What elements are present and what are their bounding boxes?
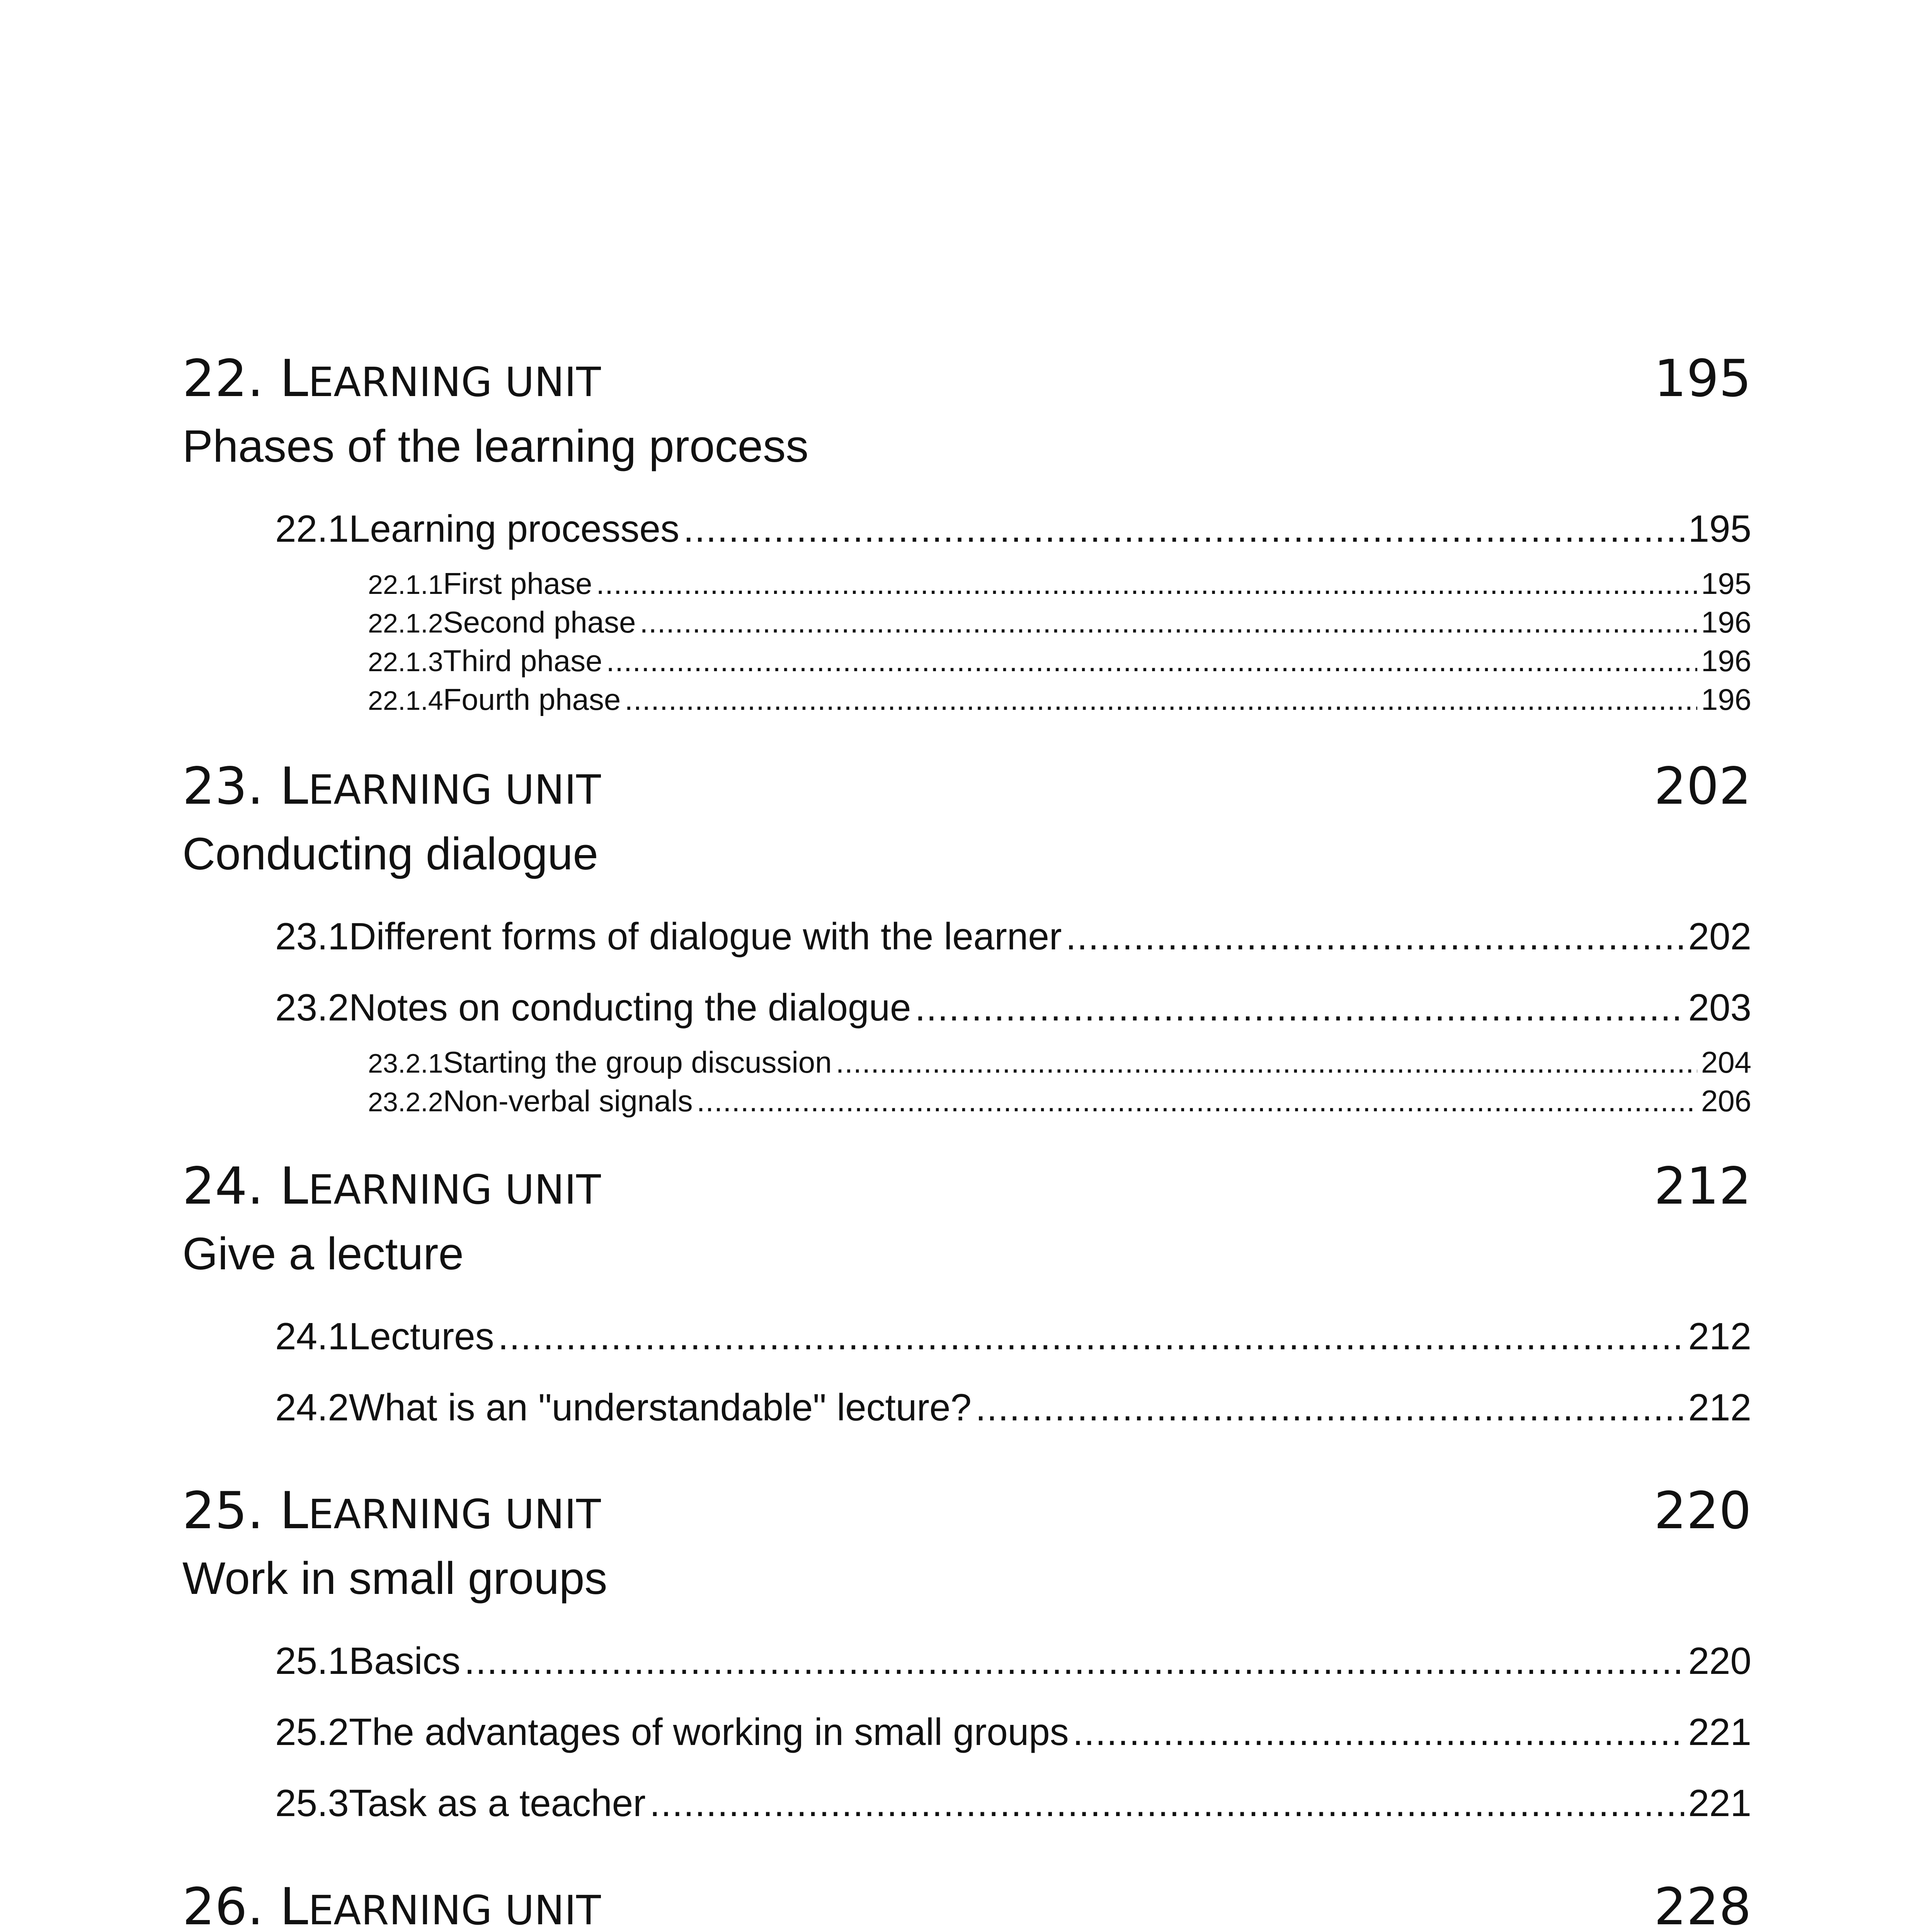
unit-number: 25. bbox=[182, 1481, 264, 1541]
entry-number: 22.1.3 bbox=[368, 647, 443, 677]
dot-leader bbox=[606, 641, 1697, 680]
unit-title: Phases of the learning process bbox=[182, 421, 809, 472]
unit-heading[interactable] bbox=[182, 340, 1751, 417]
unit-number: 22. bbox=[182, 349, 264, 408]
entry-number: 22.1.1 bbox=[368, 570, 443, 600]
entry-page-number: 196 bbox=[1701, 682, 1751, 716]
entry-page-number: 196 bbox=[1701, 605, 1751, 639]
unit-title: Give a lecture bbox=[182, 1228, 464, 1279]
entry-label: First phase bbox=[443, 566, 592, 600]
entry-label: Learning processes bbox=[349, 507, 680, 550]
unit-heading-text: EARNING UNIT bbox=[308, 1887, 601, 1932]
unit-page-number: 228 bbox=[1654, 1877, 1751, 1932]
toc-subsection-entry[interactable] bbox=[368, 680, 1751, 719]
dot-leader bbox=[640, 603, 1697, 641]
entry-number: 25.2 bbox=[275, 1711, 349, 1753]
entry-page-number: 206 bbox=[1701, 1084, 1751, 1118]
entry-number: 23.2.1 bbox=[368, 1048, 443, 1078]
unit-page-number: 195 bbox=[1654, 349, 1751, 408]
entry-number: 23.2.2 bbox=[368, 1087, 443, 1117]
dot-leader bbox=[1073, 1696, 1685, 1767]
entry-number: 24.2 bbox=[275, 1386, 349, 1429]
entry-label: Third phase bbox=[443, 644, 602, 678]
toc-section-entry[interactable] bbox=[275, 1696, 1751, 1767]
entry-page-number: 195 bbox=[1701, 566, 1751, 600]
unit-heading[interactable] bbox=[182, 1148, 1751, 1225]
entry-number: 24.1 bbox=[275, 1315, 349, 1357]
entry-label: Starting the group discussion bbox=[443, 1045, 832, 1079]
toc-subsection-entry[interactable] bbox=[368, 1043, 1751, 1082]
toc-section-entry[interactable] bbox=[275, 1625, 1751, 1696]
dot-leader bbox=[624, 680, 1697, 719]
toc-section-entry[interactable] bbox=[275, 1301, 1751, 1372]
dot-leader bbox=[650, 1767, 1685, 1838]
dot-leader bbox=[498, 1301, 1685, 1372]
dot-leader bbox=[915, 972, 1685, 1043]
learning-unit-3 bbox=[182, 1148, 1751, 1443]
unit-entries bbox=[182, 1625, 1751, 1838]
dot-leader bbox=[596, 564, 1697, 603]
entry-number: 23.1 bbox=[275, 915, 349, 957]
unit-page-number: 212 bbox=[1654, 1156, 1751, 1216]
dot-leader bbox=[836, 1043, 1697, 1082]
unit-page-number: 220 bbox=[1654, 1481, 1751, 1541]
learning-unit-1 bbox=[182, 340, 1751, 719]
unit-heading-initial: L bbox=[279, 1877, 308, 1932]
dot-leader bbox=[683, 493, 1684, 564]
entry-number: 22.1 bbox=[275, 507, 349, 550]
entry-label: Notes on conducting the dialogue bbox=[349, 986, 911, 1029]
unit-number: 26. bbox=[182, 1877, 264, 1932]
unit-heading-text: EARNING UNIT bbox=[308, 359, 601, 406]
entry-label: Non-verbal signals bbox=[443, 1084, 693, 1118]
learning-unit-5 bbox=[182, 1868, 1751, 1932]
toc-section-entry[interactable] bbox=[275, 901, 1751, 972]
dot-leader bbox=[697, 1082, 1697, 1120]
entry-label: Fourth phase bbox=[443, 682, 621, 716]
dot-leader bbox=[464, 1625, 1684, 1696]
dot-leader bbox=[1066, 901, 1685, 972]
entry-number: 25.3 bbox=[275, 1782, 349, 1824]
learning-unit-4 bbox=[182, 1472, 1751, 1838]
unit-title: Work in small groups bbox=[182, 1553, 607, 1604]
entry-page-number: 220 bbox=[1688, 1639, 1751, 1682]
entry-page-number: 221 bbox=[1688, 1782, 1751, 1824]
entry-label: Lectures bbox=[349, 1315, 494, 1357]
unit-heading-text: EARNING UNIT bbox=[308, 1166, 601, 1213]
unit-heading-initial: L bbox=[279, 1156, 308, 1216]
unit-entries bbox=[182, 1301, 1751, 1443]
entry-page-number: 196 bbox=[1701, 644, 1751, 678]
toc-section-entry[interactable] bbox=[275, 1767, 1751, 1838]
toc-section-entry[interactable] bbox=[275, 972, 1751, 1043]
unit-heading[interactable] bbox=[182, 1472, 1751, 1549]
entry-page-number: 212 bbox=[1688, 1315, 1751, 1357]
entry-number: 22.1.2 bbox=[368, 608, 443, 638]
toc-subsection-entry[interactable] bbox=[368, 641, 1751, 680]
toc-section-entry[interactable] bbox=[275, 1372, 1751, 1443]
entry-page-number: 204 bbox=[1701, 1045, 1751, 1079]
unit-heading-initial: L bbox=[279, 349, 308, 408]
unit-heading[interactable] bbox=[182, 1868, 1751, 1932]
entry-page-number: 195 bbox=[1688, 507, 1751, 550]
learning-unit-2 bbox=[182, 748, 1751, 1120]
unit-title: Conducting dialogue bbox=[182, 828, 598, 879]
unit-heading-initial: L bbox=[279, 1481, 308, 1541]
unit-heading[interactable] bbox=[182, 748, 1751, 825]
entry-label: Task as a teacher bbox=[349, 1782, 646, 1824]
dot-leader bbox=[975, 1372, 1684, 1443]
entry-page-number: 202 bbox=[1688, 915, 1751, 957]
entry-page-number: 203 bbox=[1688, 986, 1751, 1029]
entry-number: 23.2 bbox=[275, 986, 349, 1029]
entry-label: Different forms of dialogue with the learner bbox=[349, 915, 1062, 957]
entry-page-number: 221 bbox=[1688, 1711, 1751, 1753]
entry-page-number: 212 bbox=[1688, 1386, 1751, 1429]
unit-number: 24. bbox=[182, 1156, 264, 1216]
unit-number: 23. bbox=[182, 757, 264, 816]
entry-label: What is an "understandable" lecture? bbox=[349, 1386, 972, 1429]
unit-entries bbox=[182, 901, 1751, 1120]
unit-heading-text: EARNING UNIT bbox=[308, 1491, 601, 1538]
entry-label: The advantages of working in small groups bbox=[349, 1711, 1069, 1753]
unit-heading-text: EARNING UNIT bbox=[308, 766, 601, 813]
toc-subsection-entry[interactable] bbox=[368, 564, 1751, 603]
entry-label: Basics bbox=[349, 1639, 461, 1682]
unit-entries bbox=[182, 493, 1751, 719]
entry-number: 22.1.4 bbox=[368, 685, 443, 716]
entry-number: 25.1 bbox=[275, 1639, 349, 1682]
toc-subsection-entry[interactable] bbox=[368, 1082, 1751, 1120]
entry-label: Second phase bbox=[443, 605, 636, 639]
unit-page-number: 202 bbox=[1654, 757, 1751, 816]
toc-subsection-entry[interactable] bbox=[368, 603, 1751, 641]
toc-section-entry[interactable] bbox=[275, 493, 1751, 564]
unit-heading-initial: L bbox=[279, 757, 308, 816]
